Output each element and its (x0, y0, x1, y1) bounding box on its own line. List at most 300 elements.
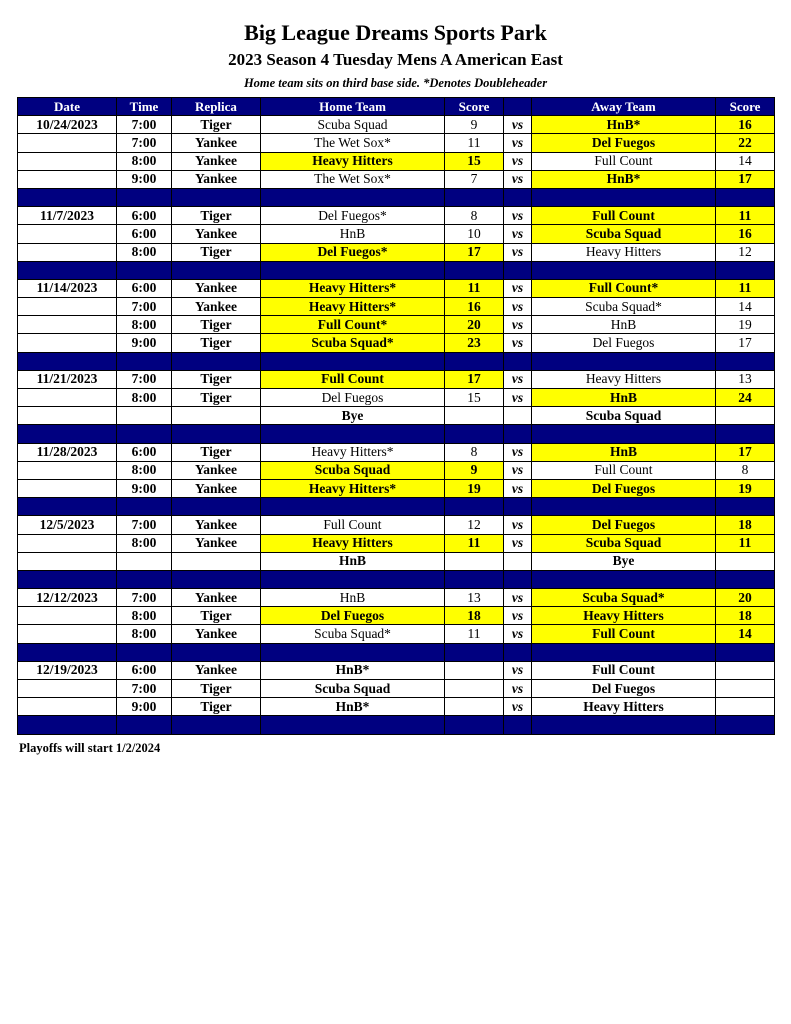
separator-cell (716, 188, 775, 206)
vs-label: vs (504, 225, 532, 243)
home-team: Heavy Hitters (261, 534, 445, 552)
away-score: 19 (716, 316, 775, 334)
home-score: 11 (445, 279, 504, 297)
table-row (18, 279, 775, 297)
playoffs-note: Playoffs will start 1/2/2024 (19, 741, 161, 755)
table-row (18, 316, 775, 334)
game-date (18, 534, 117, 552)
week-separator (18, 188, 775, 206)
vs-label: vs (504, 479, 532, 497)
separator-cell (18, 570, 117, 588)
game-replica: Tiger (172, 698, 261, 716)
separator-cell (117, 643, 172, 661)
away-team: Scuba Squad* (532, 589, 716, 607)
game-time: 6:00 (117, 279, 172, 297)
game-date: 11/14/2023 (18, 279, 117, 297)
page-title: Big League Dreams Sports Park (244, 20, 547, 45)
home-score: 20 (445, 316, 504, 334)
separator-cell (504, 188, 532, 206)
game-time: 8:00 (117, 607, 172, 625)
game-replica: Yankee (172, 625, 261, 643)
separator-cell (532, 643, 716, 661)
home-score: 8 (445, 207, 504, 225)
vs-label: vs (504, 334, 532, 352)
game-date (18, 607, 117, 625)
game-replica (172, 552, 261, 570)
home-team: Scuba Squad (261, 116, 445, 134)
separator-cell (532, 498, 716, 516)
home-score: 17 (445, 370, 504, 388)
vs-label: vs (504, 207, 532, 225)
separator-cell (716, 498, 775, 516)
away-team: Heavy Hitters (532, 243, 716, 261)
column-header-away-score: Score (716, 98, 775, 116)
week-separator (18, 570, 775, 588)
game-replica: Tiger (172, 370, 261, 388)
away-team: Bye (532, 552, 716, 570)
separator-cell (18, 261, 117, 279)
home-team: Del Fuegos* (261, 207, 445, 225)
separator-cell (261, 498, 445, 516)
table-row (18, 207, 775, 225)
table-row (18, 661, 775, 679)
home-score: 15 (445, 152, 504, 170)
away-team: Scuba Squad (532, 407, 716, 425)
home-team: HnB* (261, 698, 445, 716)
home-score (445, 407, 504, 425)
away-score: 13 (716, 370, 775, 388)
game-date (18, 461, 117, 479)
separator-cell (18, 425, 117, 443)
separator-cell (504, 425, 532, 443)
separator-cell (172, 570, 261, 588)
game-replica: Tiger (172, 243, 261, 261)
table-row (18, 461, 775, 479)
separator-cell (716, 643, 775, 661)
away-score: 18 (716, 516, 775, 534)
week-separator (18, 643, 775, 661)
game-date (18, 298, 117, 316)
home-team: The Wet Sox* (261, 134, 445, 152)
game-date (18, 225, 117, 243)
week-separator (18, 498, 775, 516)
separator-cell (117, 188, 172, 206)
game-date (18, 625, 117, 643)
game-time: 8:00 (117, 152, 172, 170)
table-row (18, 516, 775, 534)
game-time (117, 407, 172, 425)
home-score: 19 (445, 479, 504, 497)
away-score: 12 (716, 243, 775, 261)
game-time: 7:00 (117, 298, 172, 316)
home-team: Full Count* (261, 316, 445, 334)
separator-cell (117, 570, 172, 588)
separator-cell (445, 261, 504, 279)
away-team: Del Fuegos (532, 516, 716, 534)
away-score: 20 (716, 589, 775, 607)
schedule-table (17, 97, 775, 735)
game-replica: Yankee (172, 534, 261, 552)
separator-cell (445, 498, 504, 516)
away-team: Full Count (532, 661, 716, 679)
separator-cell (18, 352, 117, 370)
home-score: 11 (445, 625, 504, 643)
home-score: 18 (445, 607, 504, 625)
separator-cell (261, 716, 445, 734)
away-team: Full Count (532, 625, 716, 643)
away-team: Del Fuegos (532, 479, 716, 497)
table-row (18, 170, 775, 188)
separator-cell (532, 425, 716, 443)
game-time: 8:00 (117, 316, 172, 334)
separator-cell (261, 261, 445, 279)
table-row (18, 625, 775, 643)
game-time: 7:00 (117, 134, 172, 152)
away-team: Scuba Squad (532, 225, 716, 243)
home-team: HnB (261, 225, 445, 243)
away-team: Heavy Hitters (532, 370, 716, 388)
table-row (18, 225, 775, 243)
away-score: 24 (716, 389, 775, 407)
vs-label: vs (504, 680, 532, 698)
vs-label: vs (504, 661, 532, 679)
game-replica: Tiger (172, 207, 261, 225)
table-row (18, 116, 775, 134)
table-row (18, 298, 775, 316)
vs-label: vs (504, 389, 532, 407)
home-team: Scuba Squad* (261, 625, 445, 643)
separator-cell (172, 352, 261, 370)
game-date (18, 334, 117, 352)
vs-label: vs (504, 152, 532, 170)
separator-cell (504, 570, 532, 588)
game-replica: Yankee (172, 170, 261, 188)
home-team: HnB* (261, 661, 445, 679)
away-team: Heavy Hitters (532, 698, 716, 716)
separator-cell (261, 643, 445, 661)
game-date (18, 243, 117, 261)
table-row (18, 552, 775, 570)
home-score: 15 (445, 389, 504, 407)
separator-cell (445, 570, 504, 588)
vs-label: vs (504, 607, 532, 625)
away-team: HnB (532, 389, 716, 407)
vs-label: vs (504, 279, 532, 297)
game-time: 9:00 (117, 479, 172, 497)
column-header-replica: Replica (172, 98, 261, 116)
separator-cell (172, 643, 261, 661)
game-time: 7:00 (117, 516, 172, 534)
away-team: Full Count (532, 207, 716, 225)
home-team: Full Count (261, 516, 445, 534)
game-time: 8:00 (117, 243, 172, 261)
vs-label: vs (504, 316, 532, 334)
home-team: HnB (261, 552, 445, 570)
separator-cell (172, 261, 261, 279)
separator-cell (716, 570, 775, 588)
game-date (18, 134, 117, 152)
vs-label: vs (504, 534, 532, 552)
away-team: HnB (532, 443, 716, 461)
game-replica: Yankee (172, 461, 261, 479)
separator-cell (532, 570, 716, 588)
home-team: Bye (261, 407, 445, 425)
away-score: 8 (716, 461, 775, 479)
away-team: Scuba Squad* (532, 298, 716, 316)
game-replica (172, 407, 261, 425)
separator-cell (18, 188, 117, 206)
game-date: 11/21/2023 (18, 370, 117, 388)
away-score: 22 (716, 134, 775, 152)
game-replica: Yankee (172, 661, 261, 679)
game-date (18, 479, 117, 497)
away-score: 17 (716, 334, 775, 352)
game-replica: Tiger (172, 680, 261, 698)
separator-cell (261, 352, 445, 370)
game-date: 11/28/2023 (18, 443, 117, 461)
away-team: Del Fuegos (532, 334, 716, 352)
away-score: 11 (716, 207, 775, 225)
table-row (18, 389, 775, 407)
game-time: 9:00 (117, 334, 172, 352)
home-team: Heavy Hitters* (261, 443, 445, 461)
away-score (716, 661, 775, 679)
game-replica: Yankee (172, 589, 261, 607)
game-date (18, 316, 117, 334)
game-time: 7:00 (117, 589, 172, 607)
home-team: Del Fuegos* (261, 243, 445, 261)
table-row (18, 698, 775, 716)
home-score: 23 (445, 334, 504, 352)
separator-cell (532, 261, 716, 279)
separator-cell (445, 425, 504, 443)
game-replica: Yankee (172, 134, 261, 152)
table-row (18, 370, 775, 388)
vs-label (504, 407, 532, 425)
game-time: 6:00 (117, 225, 172, 243)
away-team: Del Fuegos (532, 134, 716, 152)
away-team: Heavy Hitters (532, 607, 716, 625)
game-date (18, 680, 117, 698)
away-score: 16 (716, 116, 775, 134)
away-score: 14 (716, 625, 775, 643)
week-separator (18, 352, 775, 370)
home-team: Del Fuegos (261, 607, 445, 625)
vs-label: vs (504, 134, 532, 152)
separator-cell (532, 188, 716, 206)
game-date: 12/5/2023 (18, 516, 117, 534)
separator-cell (716, 261, 775, 279)
away-score: 18 (716, 607, 775, 625)
vs-label: vs (504, 698, 532, 716)
week-separator (18, 261, 775, 279)
home-score: 13 (445, 589, 504, 607)
away-team: Full Count (532, 461, 716, 479)
doubleheader-note: Home team sits on third base side. *Denotes Doubleheader (243, 76, 548, 90)
game-replica: Yankee (172, 279, 261, 297)
separator-cell (504, 498, 532, 516)
home-score (445, 680, 504, 698)
vs-label: vs (504, 516, 532, 534)
table-row (18, 607, 775, 625)
game-time: 8:00 (117, 534, 172, 552)
separator-cell (172, 498, 261, 516)
away-score: 17 (716, 443, 775, 461)
away-team: HnB* (532, 116, 716, 134)
home-team: Scuba Squad (261, 461, 445, 479)
away-team: Full Count* (532, 279, 716, 297)
game-time: 8:00 (117, 461, 172, 479)
separator-cell (716, 425, 775, 443)
home-score: 17 (445, 243, 504, 261)
separator-cell (261, 188, 445, 206)
separator-cell (18, 643, 117, 661)
home-team: Heavy Hitters* (261, 479, 445, 497)
game-time: 6:00 (117, 207, 172, 225)
separator-cell (716, 352, 775, 370)
vs-label: vs (504, 116, 532, 134)
away-team: HnB* (532, 170, 716, 188)
home-score (445, 552, 504, 570)
vs-label: vs (504, 243, 532, 261)
separator-cell (445, 716, 504, 734)
separator-cell (504, 643, 532, 661)
away-team: Full Count (532, 152, 716, 170)
away-score (716, 407, 775, 425)
home-score: 7 (445, 170, 504, 188)
vs-label (504, 552, 532, 570)
away-score: 14 (716, 298, 775, 316)
game-date (18, 407, 117, 425)
away-score (716, 552, 775, 570)
game-date: 11/7/2023 (18, 207, 117, 225)
home-score: 10 (445, 225, 504, 243)
separator-cell (716, 716, 775, 734)
game-date (18, 152, 117, 170)
game-date: 10/24/2023 (18, 116, 117, 134)
separator-cell (445, 352, 504, 370)
home-team: Full Count (261, 370, 445, 388)
table-row (18, 479, 775, 497)
table-row (18, 134, 775, 152)
game-time: 9:00 (117, 698, 172, 716)
away-score: 16 (716, 225, 775, 243)
away-score: 19 (716, 479, 775, 497)
home-score: 11 (445, 134, 504, 152)
separator-cell (117, 425, 172, 443)
table-header-row (18, 98, 775, 116)
away-score: 11 (716, 534, 775, 552)
table-row (18, 334, 775, 352)
separator-cell (172, 425, 261, 443)
separator-cell (172, 188, 261, 206)
table-row (18, 443, 775, 461)
table-row (18, 152, 775, 170)
week-separator (18, 425, 775, 443)
table-row (18, 407, 775, 425)
home-score: 16 (445, 298, 504, 316)
column-header-home-score: Score (445, 98, 504, 116)
home-team: Del Fuegos (261, 389, 445, 407)
vs-label: vs (504, 170, 532, 188)
column-header-home-team: Home Team (261, 98, 445, 116)
table-row (18, 243, 775, 261)
game-replica: Tiger (172, 389, 261, 407)
game-date (18, 389, 117, 407)
table-row (18, 534, 775, 552)
game-date (18, 170, 117, 188)
column-header-vs (504, 98, 532, 116)
home-score: 9 (445, 116, 504, 134)
game-replica: Yankee (172, 479, 261, 497)
vs-label: vs (504, 589, 532, 607)
home-score: 8 (445, 443, 504, 461)
game-replica: Yankee (172, 152, 261, 170)
separator-cell (117, 261, 172, 279)
game-date: 12/12/2023 (18, 589, 117, 607)
game-date: 12/19/2023 (18, 661, 117, 679)
game-time: 6:00 (117, 443, 172, 461)
game-replica: Yankee (172, 298, 261, 316)
separator-cell (445, 188, 504, 206)
game-time (117, 552, 172, 570)
home-score (445, 661, 504, 679)
game-time: 9:00 (117, 170, 172, 188)
separator-cell (445, 643, 504, 661)
away-team: HnB (532, 316, 716, 334)
home-team: Heavy Hitters* (261, 279, 445, 297)
separator-cell (504, 716, 532, 734)
game-replica: Yankee (172, 516, 261, 534)
game-time: 7:00 (117, 680, 172, 698)
vs-label: vs (504, 298, 532, 316)
game-time: 6:00 (117, 661, 172, 679)
home-score: 11 (445, 534, 504, 552)
vs-label: vs (504, 443, 532, 461)
vs-label: vs (504, 370, 532, 388)
column-header-time: Time (117, 98, 172, 116)
vs-label: vs (504, 461, 532, 479)
game-date (18, 698, 117, 716)
home-team: Heavy Hitters* (261, 298, 445, 316)
separator-cell (504, 352, 532, 370)
game-time: 8:00 (117, 389, 172, 407)
separator-cell (532, 716, 716, 734)
game-replica: Tiger (172, 116, 261, 134)
game-replica: Yankee (172, 225, 261, 243)
away-team: Del Fuegos (532, 680, 716, 698)
home-team: Heavy Hitters (261, 152, 445, 170)
away-score: 11 (716, 279, 775, 297)
separator-cell (532, 352, 716, 370)
away-score: 17 (716, 170, 775, 188)
separator-cell (172, 716, 261, 734)
game-time: 7:00 (117, 116, 172, 134)
separator-cell (18, 716, 117, 734)
home-score: 9 (445, 461, 504, 479)
separator-cell (261, 425, 445, 443)
separator-cell (504, 261, 532, 279)
separator-cell (18, 498, 117, 516)
home-score: 12 (445, 516, 504, 534)
game-date (18, 552, 117, 570)
away-score (716, 698, 775, 716)
game-replica: Tiger (172, 607, 261, 625)
game-replica: Tiger (172, 316, 261, 334)
column-header-date: Date (18, 98, 117, 116)
home-team: Scuba Squad (261, 680, 445, 698)
week-separator (18, 716, 775, 734)
